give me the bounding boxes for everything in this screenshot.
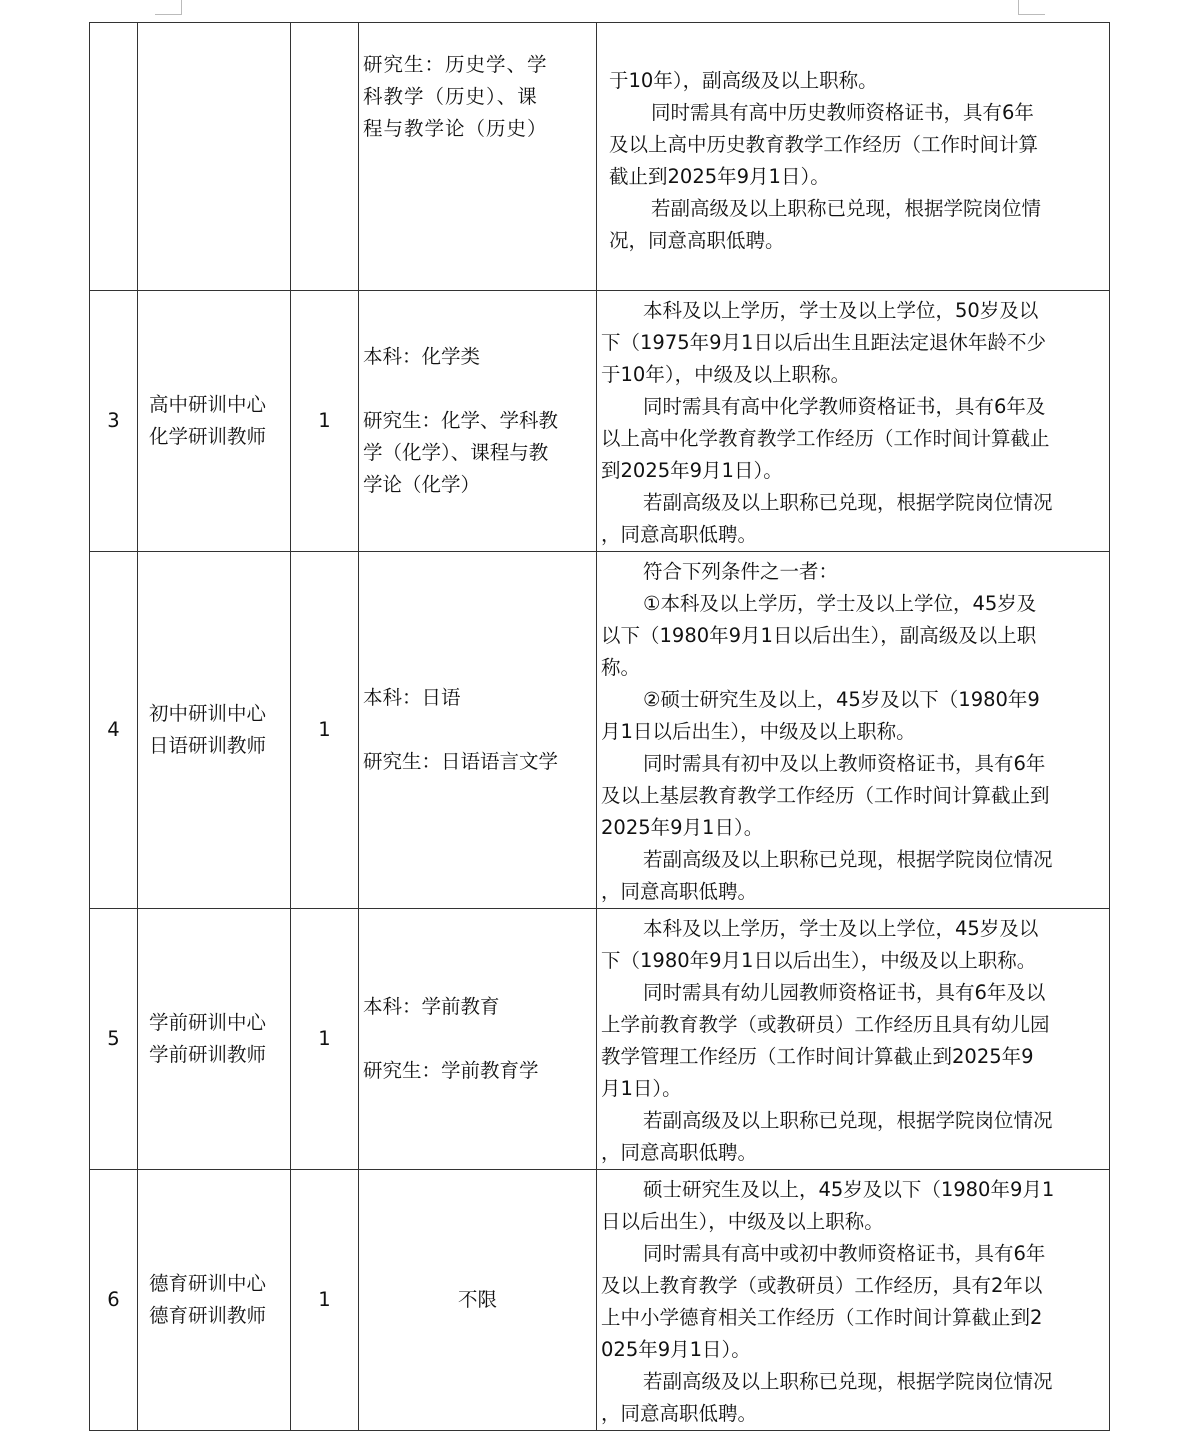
post-title: 德育研训教师 [149, 1304, 267, 1327]
requirement-line: 以上高中化学教育教学工作经历（工作时间计算截止 [601, 427, 1050, 450]
requirement-line: 同时需具有高中或初中教师资格证书，具有6年 [643, 1242, 1046, 1265]
post-title: 日语研训教师 [149, 734, 267, 757]
major-line: 学论（化学） [363, 473, 481, 496]
requirement-line: 2025年9月1日）。 [601, 816, 764, 839]
major-line: 研究生：日语语言文学 [363, 750, 559, 773]
major-cell [359, 909, 597, 1170]
row-index: 4 [90, 552, 138, 909]
requirement-line: ①本科及以上学历，学士及以上学位，45岁及 [643, 592, 1037, 615]
requirement-line: ，同意高职低聘。 [601, 880, 758, 903]
post-count: 1 [291, 909, 359, 1170]
requirement-line: 同时需具有高中化学教师资格证书，具有6年及 [643, 395, 1046, 418]
requirement-cell [597, 1170, 1110, 1431]
row-index: 6 [90, 1170, 138, 1431]
page-crop-mark-left [155, 0, 182, 15]
requirement-line: 上中小学德育相关工作经历（工作时间计算截止到2 [601, 1306, 1043, 1329]
requirement-line: ，同意高职低聘。 [601, 1141, 758, 1164]
table-row [90, 23, 1110, 291]
requirement-line: 截止到2025年9月1日）。 [609, 165, 830, 188]
spacer [363, 714, 592, 746]
post-count: 1 [291, 1170, 359, 1431]
requirement-line: 教学管理工作经历（工作时间计算截止到2025年9 [601, 1045, 1034, 1068]
requirement-cell [597, 552, 1110, 909]
major-cell [359, 552, 597, 909]
requirement-line: 于10年），副高级及以上职称。 [609, 69, 878, 92]
row-index: 5 [90, 909, 138, 1170]
requirement-line: 同时需具有初中及以上教师资格证书，具有6年 [643, 752, 1046, 775]
post-department: 初中研训中心 [149, 702, 267, 725]
table-row [90, 291, 1110, 552]
requirement-line: 若副高级及以上职称已兑现，根据学院岗位情况 [643, 1370, 1053, 1393]
requirement-line: 下（1975年9月1日以后出生且距法定退休年龄不少 [601, 331, 1046, 354]
requirement-line: 以下（1980年9月1日以后出生），副高级及以上职 [601, 624, 1037, 647]
spacer [363, 1023, 592, 1055]
major-cell [359, 1170, 597, 1431]
requirement-line: 月1日）。 [601, 1077, 682, 1100]
post-name [138, 291, 291, 552]
post-name [138, 909, 291, 1170]
post-name [138, 552, 291, 909]
major-line: 学（化学）、课程与教 [363, 441, 549, 464]
requirement-line: 同时需具有高中历史教师资格证书，具有6年 [651, 101, 1034, 124]
major-line: 本科：日语 [363, 686, 461, 709]
post-count: 1 [291, 552, 359, 909]
requirement-line: 若副高级及以上职称已兑现，根据学院岗位情况 [643, 848, 1053, 871]
requirement-cell [597, 291, 1110, 552]
post-title: 化学研训教师 [149, 425, 267, 448]
requirement-line: ，同意高职低聘。 [601, 523, 758, 546]
major-cell [359, 23, 597, 291]
requirement-line: 025年9月1日）。 [601, 1338, 751, 1361]
requirement-line: ②硕士研究生及以上，45岁及以下（1980年9 [643, 688, 1040, 711]
requirement-line: 若副高级及以上职称已兑现，根据学院岗位情 [651, 197, 1042, 220]
post-count: 1 [291, 291, 359, 552]
requirement-line: 到2025年9月1日）。 [601, 459, 783, 482]
requirement-line: 日以后出生），中级及以上职称。 [601, 1210, 884, 1233]
requirement-line: 本科及以上学历，学士及以上学位，45岁及以 [643, 917, 1039, 940]
page-crop-mark-right [1018, 0, 1045, 15]
post-department: 德育研训中心 [149, 1272, 267, 1295]
post-name [138, 23, 291, 291]
requirement-line: 及以上基层教育教学工作经历（工作时间计算截止到 [601, 784, 1050, 807]
row-index: 3 [90, 291, 138, 552]
table-row [90, 552, 1110, 909]
post-count [291, 23, 359, 291]
requirement-cell [597, 23, 1110, 291]
requirement-cell [597, 909, 1110, 1170]
requirement-line: ，同意高职低聘。 [601, 1402, 758, 1425]
requirement-line: 及以上教育教学（或教研员）工作经历，具有2年以 [601, 1274, 1043, 1297]
requirement-line: 若副高级及以上职称已兑现，根据学院岗位情况 [643, 491, 1053, 514]
recruitment-table [89, 22, 1110, 1431]
post-name [138, 1170, 291, 1431]
requirement-line: 符合下列条件之一者： [643, 560, 839, 583]
post-department: 学前研训中心 [149, 1011, 267, 1034]
requirement-line: 及以上高中历史教育教学工作经历（工作时间计算 [609, 133, 1039, 156]
requirement-line: 下（1980年9月1日以后出生），中级及以上职称。 [601, 949, 1037, 972]
spacer [363, 373, 592, 405]
major-line: 程与教学论（历史） [363, 117, 548, 140]
requirement-line: 同时需具有幼儿园教师资格证书，具有6年及以 [643, 981, 1046, 1004]
major-line: 不限 [457, 1288, 497, 1311]
requirement-line: 上学前教育教学（或教研员）工作经历且具有幼儿园 [601, 1013, 1050, 1036]
major-line: 研究生：化学、学科教 [363, 409, 559, 432]
requirement-line: 本科及以上学历，学士及以上学位，50岁及以 [643, 299, 1039, 322]
table-row [90, 1170, 1110, 1431]
major-line: 科教学（历史）、课 [363, 85, 538, 108]
major-line: 本科：化学类 [363, 345, 481, 368]
requirement-line: 若副高级及以上职称已兑现，根据学院岗位情况 [643, 1109, 1053, 1132]
requirement-line: 况，同意高职低聘。 [609, 229, 785, 252]
requirement-line: 硕士研究生及以上，45岁及以下（1980年9月1 [643, 1178, 1055, 1201]
row-index [90, 23, 138, 291]
major-line: 本科：学前教育 [363, 995, 500, 1018]
post-title: 学前研训教师 [149, 1043, 267, 1066]
requirement-line: 称。 [601, 656, 641, 679]
major-cell [359, 291, 597, 552]
major-line: 研究生：学前教育学 [363, 1059, 539, 1082]
requirement-line: 于10年），中级及以上职称。 [601, 363, 851, 386]
post-department: 高中研训中心 [149, 393, 267, 416]
major-line: 研究生：历史学、学 [363, 53, 548, 76]
requirement-line: 月1日以后出生），中级及以上职称。 [601, 720, 916, 743]
table-row [90, 909, 1110, 1170]
